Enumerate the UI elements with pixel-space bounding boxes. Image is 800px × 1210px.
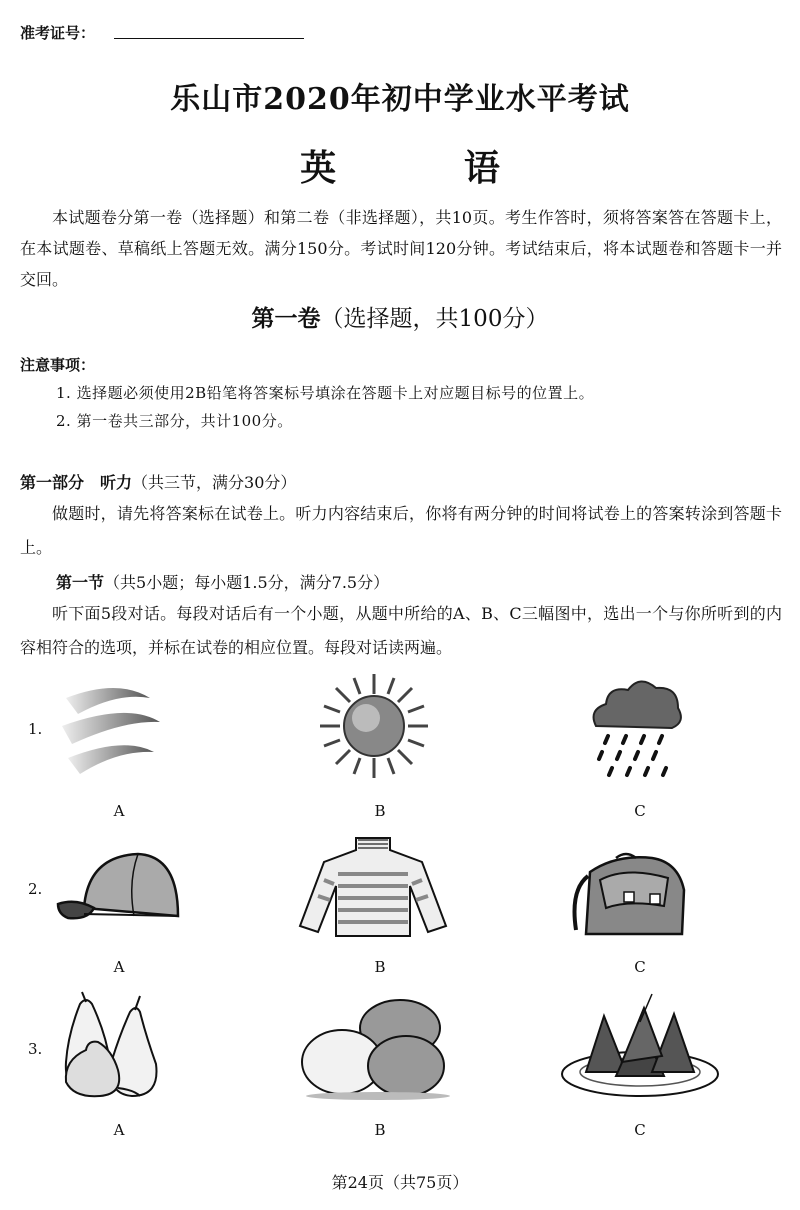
section1-heading bbox=[56, 570, 389, 593]
exam-id-blank-line bbox=[114, 38, 304, 39]
rain-cloud-icon bbox=[586, 672, 686, 780]
option-letter: B bbox=[374, 958, 386, 976]
option-letter: C bbox=[634, 958, 646, 976]
page-footer: 第24页（共75页） bbox=[331, 1173, 469, 1192]
notice-label: 注意事项： bbox=[20, 356, 96, 374]
question-number: 1. bbox=[28, 720, 43, 738]
exam-id-label: 准考证号： bbox=[20, 24, 96, 42]
option-letter: A bbox=[113, 802, 125, 820]
notice-item: 2. 第一卷共三部分，共计100分。 bbox=[56, 412, 293, 430]
sun-icon bbox=[318, 672, 430, 780]
option-letter: B bbox=[374, 802, 386, 820]
volume-title-main: 第一卷 bbox=[251, 305, 321, 332]
intro-paragraph: 本试题卷分第一卷（选择题）和第二卷（非选择题），共10页。考生作答时，须将答案答在答题卡上，在本试题卷、草稿纸上答题无效。满分150分。考试时间120分钟。考试结束后，将本试题卷和答题卡一并交回。 bbox=[20, 208, 782, 289]
sweater-icon bbox=[298, 834, 448, 938]
part1-info: （共三节，满分30分） bbox=[132, 473, 297, 492]
backpack-icon bbox=[566, 850, 690, 940]
option-letter: B bbox=[374, 1121, 386, 1139]
subject-title: 英 语 bbox=[300, 147, 558, 189]
zongzi-icon bbox=[556, 992, 726, 1104]
volume-title bbox=[0, 300, 800, 333]
section1-info: （共5小题；每小题1.5分，满分7.5分） bbox=[104, 573, 390, 592]
option-letter: A bbox=[113, 958, 125, 976]
pears-icon bbox=[60, 990, 164, 1102]
volume-title-info: （选择题，共100分） bbox=[320, 306, 549, 332]
question-number: 2. bbox=[28, 880, 43, 898]
part1-instruction: 做题时，请先将答案标在试卷上。听力内容结束后，你将有两分钟的时间将试卷上的答案转涂到答题卡上。 bbox=[20, 504, 782, 557]
part1-heading bbox=[20, 470, 296, 493]
part1-title: 第一部分 听力 bbox=[20, 473, 133, 492]
exam-title: 乐山市2020年初中学业水平考试 bbox=[170, 82, 630, 117]
option-letter: C bbox=[634, 802, 646, 820]
eggs-icon bbox=[298, 998, 458, 1102]
cap-icon bbox=[54, 842, 184, 932]
option-letter: A bbox=[113, 1121, 125, 1139]
question-number: 3. bbox=[28, 1040, 43, 1058]
wind-icon bbox=[58, 678, 178, 778]
notice-item: 1. 选择题必须使用2B铅笔将答案标号填涂在答题卡上对应题目标号的位置上。 bbox=[56, 384, 595, 402]
option-letter: C bbox=[634, 1121, 646, 1139]
section1-instruction: 听下面5段对话。每段对话后有一个小题，从题中所给的A、B、C三幅图中，选出一个与你所听到的内容相符合的选项，并标在试卷的相应位置。每段对话读两遍。 bbox=[20, 604, 782, 657]
section1-title: 第一节 bbox=[56, 573, 105, 592]
